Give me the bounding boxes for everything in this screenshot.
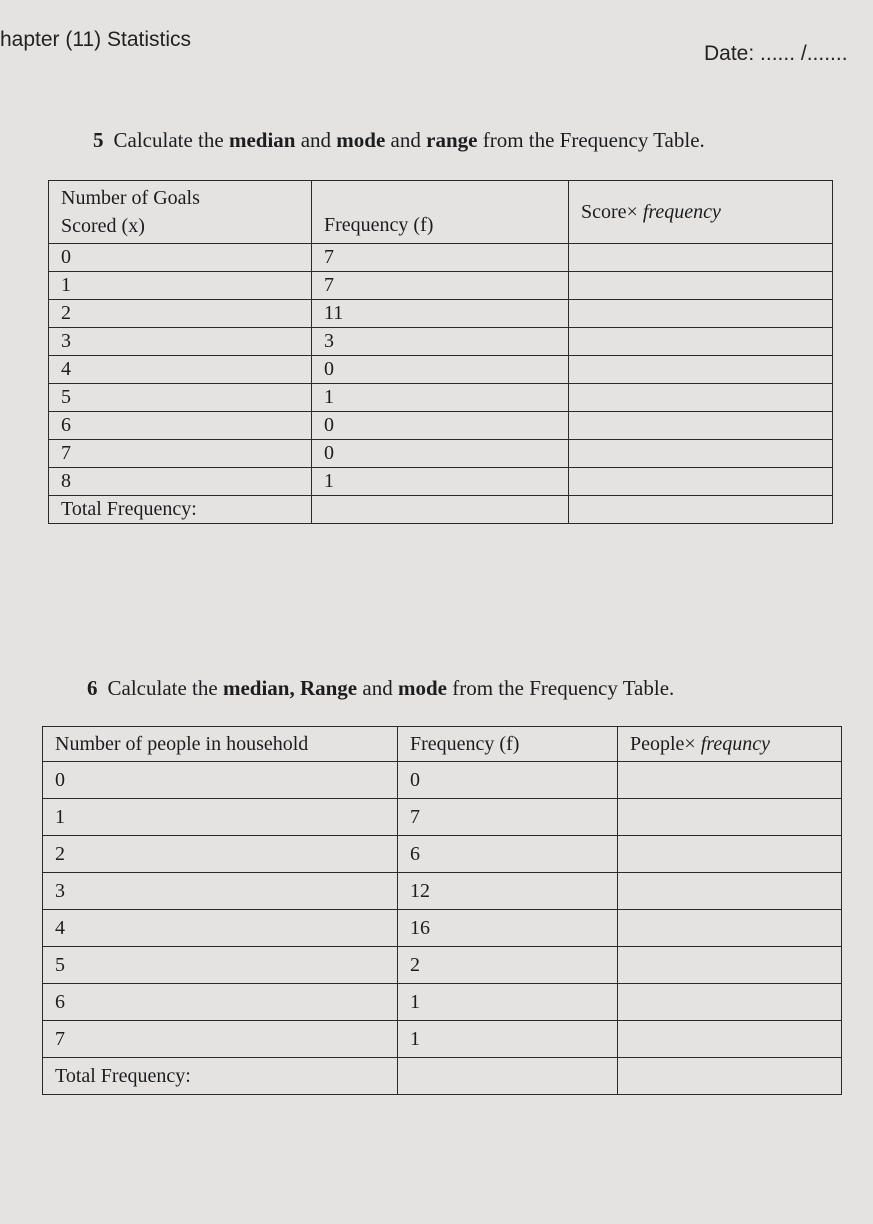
answer-cell[interactable] [569,300,833,328]
value-cell: 0 [43,762,398,799]
answer-cell[interactable] [569,244,833,272]
total-row [43,1058,842,1095]
question-text: from the Frequency Table. [477,128,705,152]
table-row [43,1021,842,1058]
header-text: Score× [581,201,638,223]
table-row [49,328,833,356]
value-cell: 2 [43,836,398,873]
value-cell: 0 [49,244,312,272]
keyword-median: median [228,128,296,152]
table-row [49,440,833,468]
frequency-cell: 0 [312,412,569,440]
value-cell: 7 [49,440,312,468]
frequency-cell: 1 [312,468,569,496]
frequency-cell: 6 [398,836,618,873]
value-cell: 5 [43,947,398,984]
frequency-table-goals [48,180,833,524]
total-frequency-cell[interactable] [312,496,569,524]
answer-cell[interactable] [618,984,842,1021]
question-text: and [385,128,427,152]
total-frequency-label: Total Frequency: [43,1058,398,1095]
keyword-mode: mode [397,676,447,700]
table-row [43,910,842,947]
question-6 [87,676,674,701]
table-header-row [49,181,833,244]
value-cell: 1 [49,272,312,300]
frequency-cell: 7 [312,244,569,272]
table-row [43,762,842,799]
question-text: from the Frequency Table. [446,676,675,700]
chapter-title: hapter (11) Statistics [0,28,192,51]
frequency-cell: 3 [312,328,569,356]
total-frequency-label: Total Frequency: [49,496,312,524]
table-row [49,272,833,300]
answer-cell[interactable] [618,762,842,799]
keyword-median-range: median, Range [222,676,358,700]
total-frequency-cell[interactable] [398,1058,618,1095]
value-cell: 4 [43,910,398,947]
header-text: frequency [642,201,721,223]
total-row [49,496,833,524]
answer-cell[interactable] [618,836,842,873]
frequency-table-household [42,726,842,1095]
question-text: and [295,128,337,152]
header-line: Scored (x) [61,215,145,237]
table-row [49,300,833,328]
value-cell: 5 [49,384,312,412]
total-product-cell[interactable] [569,496,833,524]
header-text: frequncy [700,733,770,755]
answer-cell[interactable] [569,440,833,468]
answer-cell[interactable] [618,1021,842,1058]
question-text: Calculate the [113,128,229,152]
value-cell: 4 [49,356,312,384]
question-text: Calculate the [107,676,223,700]
keyword-mode: mode [336,128,386,152]
header-people-household: Number of people in household [43,727,398,762]
answer-cell[interactable] [618,910,842,947]
frequency-cell: 12 [398,873,618,910]
table-row [43,836,842,873]
table-row [49,244,833,272]
table-header-row [43,727,842,762]
table-row [49,468,833,496]
frequency-cell: 0 [312,356,569,384]
value-cell: 7 [43,1021,398,1058]
header-text: People× [630,733,696,755]
answer-cell[interactable] [569,328,833,356]
answer-cell[interactable] [569,384,833,412]
frequency-cell: 2 [398,947,618,984]
frequency-cell: 16 [398,910,618,947]
total-product-cell[interactable] [618,1058,842,1095]
frequency-cell: 1 [398,1021,618,1058]
frequency-cell: 0 [398,762,618,799]
header-frequency: Frequency (f) [398,727,618,762]
table-row [49,356,833,384]
answer-cell[interactable] [618,873,842,910]
header-score-frequency [569,181,833,244]
value-cell: 6 [49,412,312,440]
frequency-cell: 0 [312,440,569,468]
header-frequency: Frequency (f) [312,181,569,244]
frequency-cell: 7 [398,799,618,836]
value-cell: 2 [49,300,312,328]
table-row [49,412,833,440]
answer-cell[interactable] [569,272,833,300]
keyword-range: range [426,128,478,152]
answer-cell[interactable] [569,412,833,440]
table-row [43,873,842,910]
header-people-frequency [618,727,842,762]
header-line: Number of Goals [61,187,200,209]
value-cell: 6 [43,984,398,1021]
header-goals-scored [49,181,312,244]
question-5 [93,128,705,153]
frequency-cell: 1 [398,984,618,1021]
question-text: and [357,676,398,700]
frequency-cell: 11 [312,300,569,328]
value-cell: 3 [49,328,312,356]
answer-cell[interactable] [618,947,842,984]
frequency-cell: 1 [312,384,569,412]
table-row [43,799,842,836]
table-row [43,947,842,984]
question-number: 6 [87,676,98,700]
answer-cell[interactable] [569,356,833,384]
question-number: 5 [93,128,104,152]
value-cell: 3 [43,873,398,910]
answer-cell[interactable] [618,799,842,836]
value-cell: 8 [49,468,312,496]
date-field: Date: ...... /....... [704,42,848,65]
answer-cell[interactable] [569,468,833,496]
frequency-cell: 7 [312,272,569,300]
table-row [49,384,833,412]
value-cell: 1 [43,799,398,836]
table-row [43,984,842,1021]
